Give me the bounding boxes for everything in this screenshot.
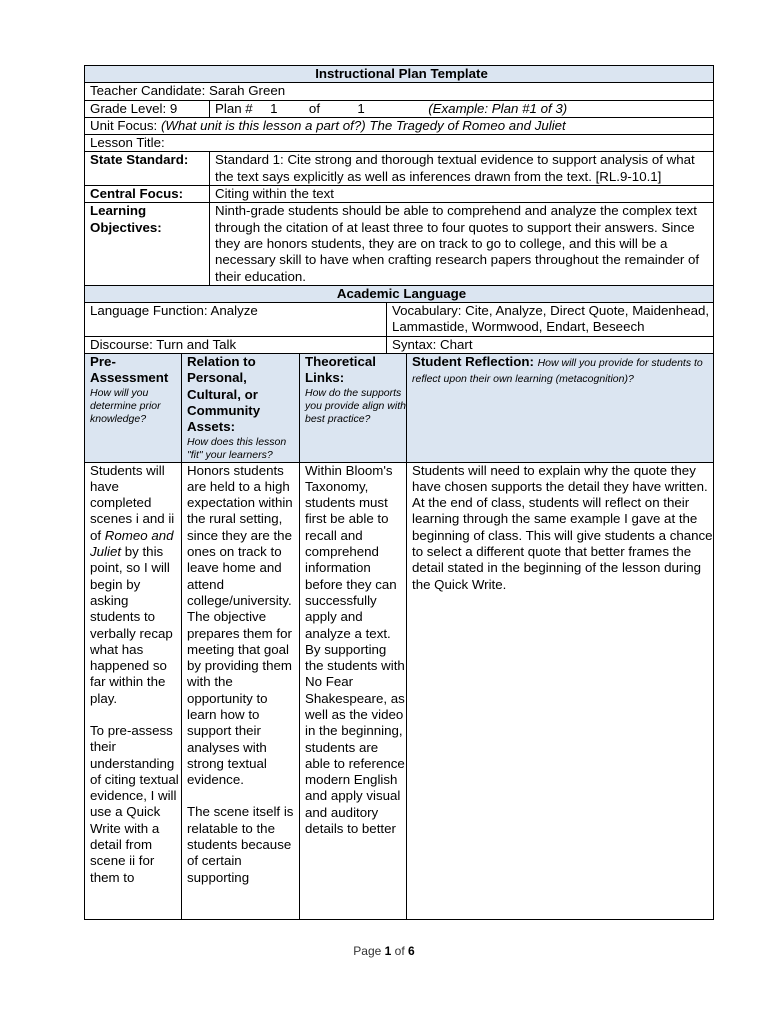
teacher-candidate-row bbox=[85, 83, 714, 100]
plan-total: 1 bbox=[357, 100, 365, 116]
relation-hint: How does this lesson "fit" your learners? bbox=[187, 435, 287, 461]
reflection-title: Student Reflection: bbox=[412, 354, 534, 370]
grade-level-cell bbox=[85, 100, 210, 117]
lesson-title-label: Lesson Title: bbox=[90, 135, 165, 151]
lesson-title-row bbox=[85, 135, 714, 152]
document-title: Instructional Plan Template bbox=[85, 66, 714, 83]
pre-assessment-header bbox=[85, 354, 182, 462]
reflection-header bbox=[407, 354, 714, 462]
learning-objectives-value: Ninth-grade students should be able to comprehend and analyze the complex text through the citation of at least three to four quotes to support their answers. Since they are honors students, they are on track to go to college, and this will be a necessary skill to have when crafting research papers throughout the remainder of their education. bbox=[210, 203, 714, 285]
central-focus-label: Central Focus: bbox=[85, 186, 210, 203]
relation-header bbox=[182, 354, 300, 462]
pre-assessment-paragraph-1 bbox=[90, 463, 181, 707]
unit-hint: (What unit is this lesson a part of?) bbox=[160, 117, 366, 133]
page-total: 6 bbox=[408, 944, 415, 958]
instructional-plan-document bbox=[84, 65, 713, 920]
play-title: Romeo and Juliet bbox=[90, 527, 174, 560]
discourse: Discourse: Turn and Talk bbox=[85, 336, 387, 353]
pre-assessment-body bbox=[85, 462, 182, 919]
plan-of-label: of bbox=[308, 100, 321, 116]
theoretical-hint: How do the supports you provide align with best practice? bbox=[305, 386, 406, 425]
page-of-label: of bbox=[394, 944, 405, 958]
unit-value: The Tragedy of Romeo and Juliet bbox=[369, 117, 566, 133]
state-standard-value: Standard 1: Cite strong and thorough textual evidence to support analysis of what the text says explicitly as well as inferences drawn from the text. [RL.9-10.1] bbox=[210, 152, 714, 186]
grade-label: Grade Level: bbox=[90, 100, 167, 116]
teacher-label: Teacher Candidate: bbox=[90, 83, 206, 99]
learning-objectives-label: Learning Objectives: bbox=[85, 203, 210, 285]
pre-assessment-text-c: by this point, so I will begin by asking students to verbally recap what has happened so far within the play. bbox=[90, 544, 173, 706]
unit-label: Unit Focus: bbox=[90, 117, 158, 133]
unit-focus-row bbox=[85, 117, 714, 134]
plan-number-cell bbox=[210, 100, 714, 117]
relation-paragraph-2: The scene itself is relatable to the students because of certain supporting bbox=[187, 804, 294, 885]
grade-value: 9 bbox=[169, 100, 178, 116]
theoretical-header bbox=[300, 354, 407, 462]
state-standard-label: State Standard: bbox=[85, 152, 210, 186]
reflection-hint: How will you provide for students to reflect upon their own learning (metacognition)? bbox=[412, 357, 703, 386]
page-footer bbox=[0, 944, 768, 958]
relation-body bbox=[182, 462, 300, 919]
theoretical-title: Theoretical Links: bbox=[305, 354, 376, 386]
plan-number: 1 bbox=[270, 100, 278, 116]
page-label: Page bbox=[353, 944, 382, 958]
teacher-name: Sarah Green bbox=[209, 83, 286, 99]
reflection-body: Students will need to explain why the quote they have chosen supports the detail they have written. At the end of class, students will reflect on their learning through the same example I gave at the beginning of class. This will give students a chance to select a different quote that better frames the detail stated in the beginning of the lesson during the Quick Write. bbox=[407, 462, 714, 919]
relation-title: Relation to Personal, Cultural, or Community Assets: bbox=[187, 354, 261, 435]
pre-assessment-title: Pre-Assessment bbox=[90, 354, 169, 386]
central-focus-value: Citing within the text bbox=[210, 186, 714, 203]
plan-label: Plan # bbox=[215, 100, 253, 116]
vocabulary: Vocabulary: Cite, Analyze, Direct Quote, Maidenhead, Lammastide, Wormwood, Endart, Beseech bbox=[387, 303, 714, 337]
pre-assessment-paragraph-2: To pre-assess their understanding of citing textual evidence, I will use a Quick Write with a detail from scene ii for them to bbox=[90, 722, 179, 885]
pre-assessment-text-a: Students will have completed scenes i and ii of bbox=[90, 462, 175, 543]
theoretical-body: Within Bloom's Taxonomy, students must first be able to recall and comprehend information before they can successfully apply and analyze a text. By supporting the students with No Fear Shakespeare, as well as the video in the beginning, students are able to reference modern English and apply visual and auditory details to better bbox=[300, 462, 407, 919]
instructional-plan-table bbox=[84, 65, 714, 920]
relation-paragraph-1: Honors students are held to a high expectation within the rural setting, since they are the ones on track to leave home and attend college/university. The objective prepares them for meeting that goal by providing them with the opportunity to learn how to support their analyses with strong textual evidence. bbox=[187, 462, 293, 788]
syntax: Syntax: Chart bbox=[387, 336, 714, 353]
plan-example: (Example: Plan #1 of 3) bbox=[428, 100, 568, 116]
pre-assessment-hint: How will you determine prior knowledge? bbox=[90, 386, 161, 425]
language-function: Language Function: Analyze bbox=[85, 303, 387, 337]
page-number: 1 bbox=[384, 944, 392, 958]
academic-language-heading: Academic Language bbox=[85, 285, 714, 302]
